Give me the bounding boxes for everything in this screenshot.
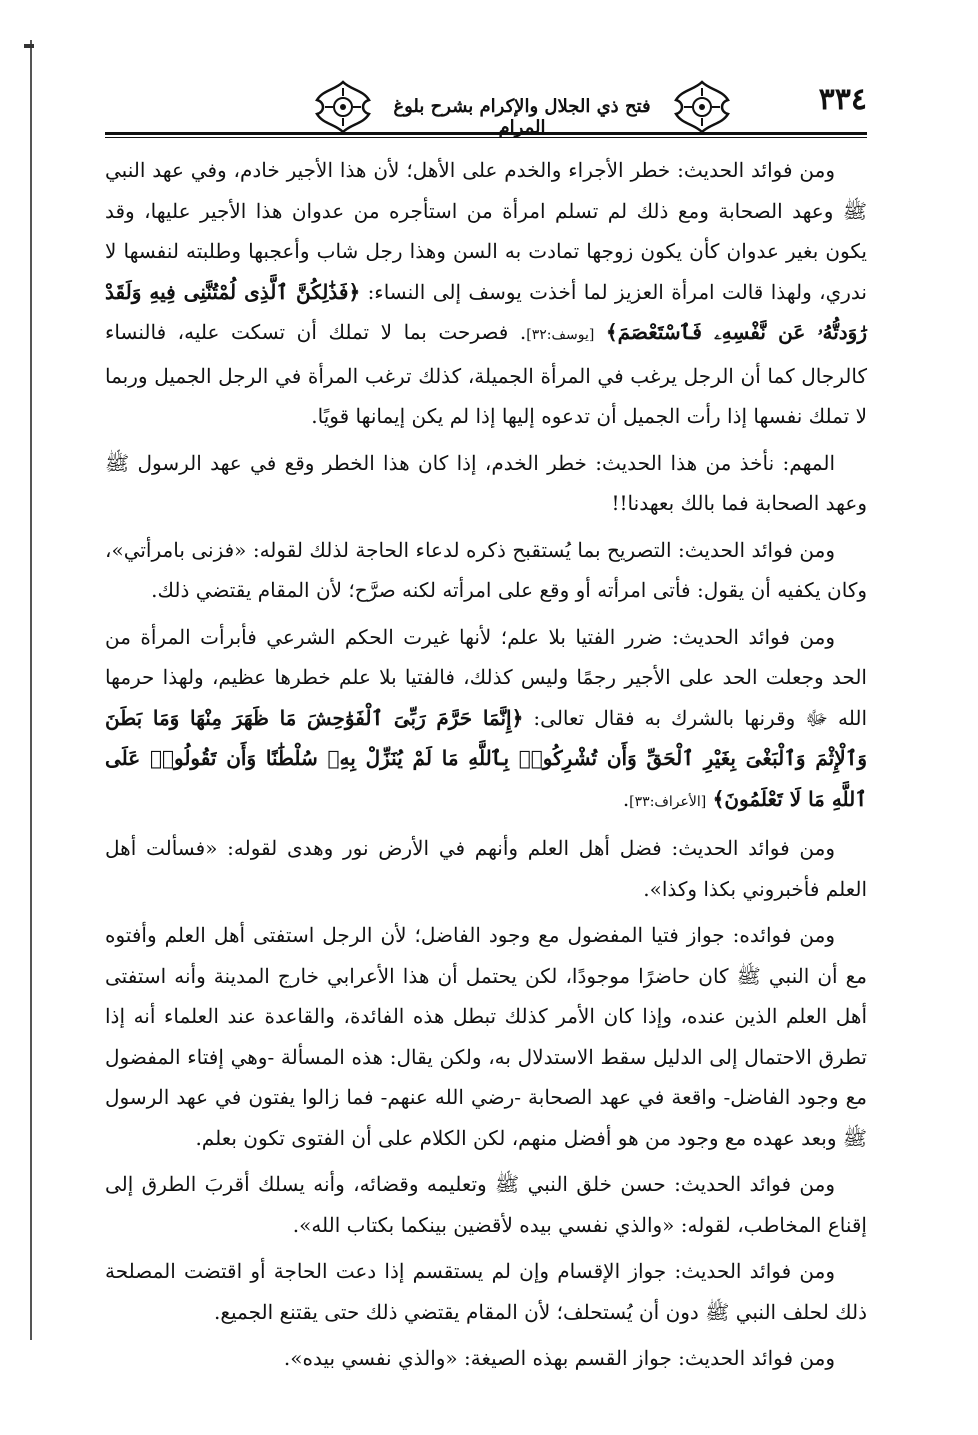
paragraph [105,1164,867,1245]
quran-verse: ﴿فَذَٰلِكُنَّ ٱلَّذِى لُمْتُنَّنِى فِيهِ وَلَقَدْ رَٰوَدتُّهُۥ عَن نَّفْسِهِۦ فَٱسْتَعْصَمَ﴾ [105,279,867,344]
running-title: فتح ذي الجلال والإكرام بشرح بلوغ المرام [393,96,651,138]
paragraph-text: جواز فتيا المفضول مع وجود الفاضل؛ لأن الرجل استفتى أهل العلم وأفتوه مع أن النبي ﷺ كان حاضرًا موجودًا، لكن يحتمل أن هذا الأعرابي خارج المدينة وأنه استفتى أهل العلم الذين عنده، وإذا كان الأمر كذلك تبطل هذه الفائدة، والقاعدة عند العلماء أنه إذا تطرق الاحتمال إلى الدليل سقط الاستدلال به، ولكن يقال: هذه المسألة -وهي إفتاء المفضول مع وجود الفاضل- واقعة في عهد الصحابة -رضي الله عنهم- فما زالوا يفتون في عهد الرسول ﷺ وبعد عهده مع وجود من هو أفضل منهم، لكن الكلام على أن الفتوى تكون بعلم. [105,923,867,1150]
verse-reference: [الأعراف:٣٣] [629,793,707,810]
paragraph-lead: ومن فوائد الحديث: [678,1346,835,1370]
paragraph-text: ضرر الفتيا بلا علم؛ لأنها غيرت الحكم الشرعي فأبرأت المرأة من الحد وجعلت الحد على الأجير رجمًا وليس كذلك، فالفتيا بلا علم خطرها عظيم، ولهذا حرمها الله ﷻ وقرنها بالشرك به فقال تعالى: [105,624,867,730]
paragraph-lead: ومن فوائد الحديث: [674,1172,835,1196]
page-header [105,80,867,140]
binding-edge [30,40,32,1340]
page-number: ٣٣٤ [818,82,867,117]
paragraph [105,1338,867,1379]
paragraph-text: جواز الإقسام وإن لم يستقسم إذا دعت الحاجة أو اقتضت المصلحة ذلك لحلف النبي ﷺ دون أن يُستحلف؛ لأن المقام يقتضي ذلك حتى يقتنع الجميع. [105,1259,867,1324]
paragraph-lead: المهم: [782,450,835,475]
paragraph [105,828,867,909]
header-rule-thick [105,132,867,135]
paragraph-lead: ومن فوائد الحديث: [674,1259,835,1283]
paragraph-rest: . [622,786,630,811]
paragraph-text: خطر الأجراء والخدم على الأهل؛ لأن هذا الأجير خادم، وفي عهد النبي ﷺ وعهد الصحابة ومع ذلك لم تسلم امرأة من استأجره من عدوان هذا الأجير عليها، وقد يكون بغير عدوان كأن يكون زوجها تمادت به السن وهذا رجل شاب وأعجبها وطلبته لنفسها لا ندري، ولهذا قالت امرأة العزيز لما أخذت يوسف إلى النساء: [105,158,867,304]
paragraph-lead: ومن فوائد الحديث: [677,158,835,182]
paragraph-lead: ومن فوائد الحديث: [671,836,836,860]
paragraph-text: جواز القسم بهذه الصيغة: «والذي نفسي بيده». [283,1346,679,1370]
ornament-right-icon [672,80,732,134]
paragraph-rest: . فصرحت بما لا تملك أن تسكت عليه، فالنساء كالرجال كما أن الرجل يرغب في المرأة الجميلة، كذلك ترغب المرأة في الرجل الجميل وربما لا تملك نفسها إذا رأت الجميل أن تدعوه إليها إذا لم يكن إيمانها قويًا. [105,320,867,428]
paragraph-text: التصريح بما يُستقبح ذكره لدعاء الحاجة لذلك لقوله: «فزنى بامرأتي»، وكان يكفيه أن يقول: فأتى امرأته أو وقع على امرأته لكنه صرَّح؛ لأن المقام يقتضي ذلك. [105,537,867,602]
paragraph-lead: ومن فوائد الحديث: [678,537,835,562]
binding-mark [24,44,34,48]
ornament-left-icon [313,80,373,134]
paragraph-lead: ومن فوائده: [732,923,835,947]
paragraph [105,617,867,823]
paragraph [105,530,867,611]
paragraph [105,150,867,437]
paragraph [105,1251,867,1332]
paragraph-text: فضل أهل العلم وأنهم في الأرض نور وهدى لقوله: «فسألت أهل العلم فأخبروني بكذا وكذا». [105,836,867,901]
quran-verse: ﴿إِنَّمَا حَرَّمَ رَبِّىَ ٱلْفَوَٰحِشَ مَا ظَهَرَ مِنْهَا وَمَا بَطَنَ وَٱلْإِثْمَ وَٱلْبَغْىَ بِغَيْرِ ٱلْحَقِّ وَأَن تُشْرِكُوا۟ بِٱللَّهِ مَا لَمْ يُنَزِّلْ بِهِۦ سُلْطَٰنًا وَأَن تَقُولُوا۟ عَلَى ٱللَّهِ مَا لَا تَعْلَمُونَ﴾ [105,705,867,811]
paragraph [105,915,867,1158]
paragraph [105,443,867,524]
paragraph-lead: ومن فوائد الحديث: [671,624,836,649]
paragraph-text: حسن خلق النبي ﷺ وتعليمه وقضائه، وأنه يسلك أقربَ الطرق إلى إقناع المخاطب، لقوله: «والذي نفسي بيده لأقضين بينكما بكتاب الله». [105,1172,867,1237]
page-body [105,150,867,1385]
paragraph-text: نأخذ من هذا الحديث: خطر الخدم، إذا كان هذا الخطر وقع في عهد الرسول ﷺ وعهد الصحابة فما بالك بعهدنا!! [105,450,867,515]
verse-reference: [يوسف:٣٢] [526,327,595,343]
header-rule-thin [105,137,867,138]
